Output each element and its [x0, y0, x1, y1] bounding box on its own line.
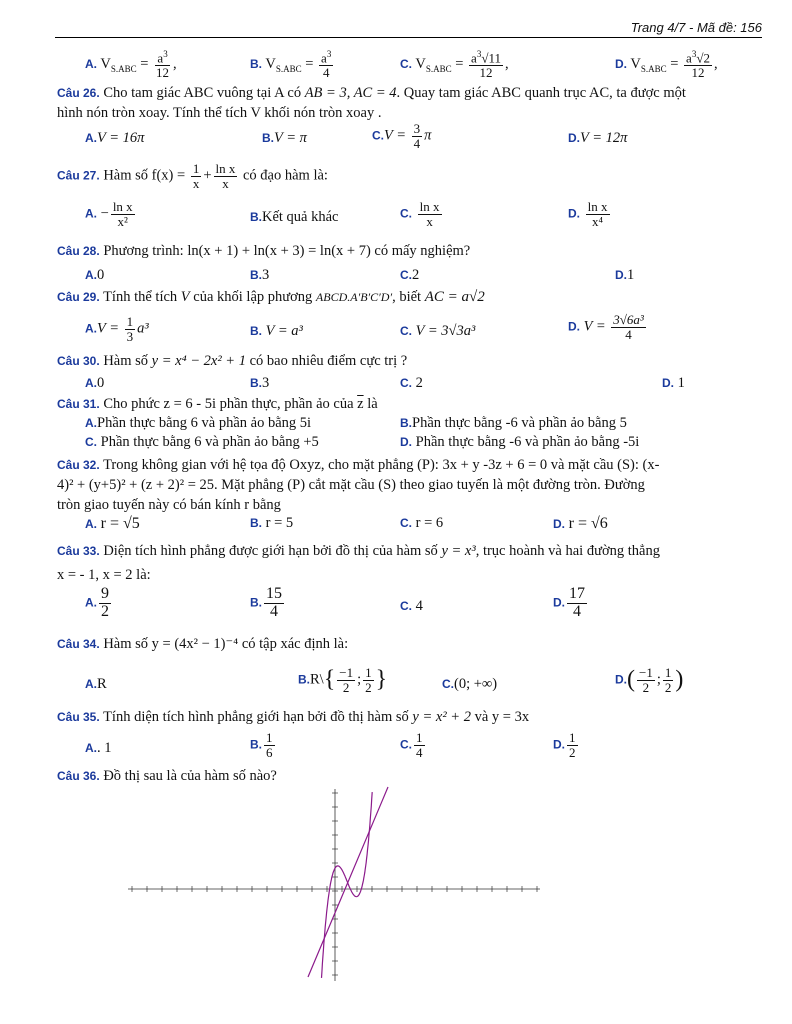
q25-option-d[interactable]: D. $V_{S.ABC}$ = $\frac{a^3√2}{12}$ , [615, 49, 718, 80]
q26-option-b[interactable]: B.V = π [262, 130, 307, 146]
q30-option-d[interactable]: D. 1 [662, 375, 685, 391]
q28-question: Câu 28. Phương trình: ln(x + 1) + ln(x + 3) = ln(x + 7) có mấy nghiệm? [57, 243, 471, 259]
q36-graph [120, 785, 550, 985]
q34-question: Câu 34. Hàm số y = (4x² − 1)⁻⁴ có tập xác định là: [57, 636, 349, 652]
q26-option-a[interactable]: A.V = 16π [85, 130, 145, 146]
q33-option-b[interactable]: B. $\frac{15}{4}$ [250, 585, 282, 620]
q30-question: Câu 30. Hàm số y = x⁴ − 2x² + 1 có bao nhiêu điểm cực trị ? [57, 353, 408, 369]
q29-option-b[interactable]: B. V = a³ [250, 323, 303, 339]
q27-option-b[interactable]: B.Kết quả khác [250, 209, 339, 225]
q32-question: Câu 32. Trong không gian với hệ tọa độ Oxyz, cho mặt phẳng (P): 3x + y -3z + 6 = 0 và mặt cầu (S): (x- 4)² + (y+5)² + (z + 2)² = 25. Mặt phẳng (P) cắt mặt cầu (S) theo giao tuyến là một đường tròn. Đường tròn giao tuyến này có bán kính r bằng [57, 457, 660, 513]
q35-option-c[interactable]: C. $\frac{1}{4}$ [400, 730, 423, 760]
q35-option-d[interactable]: D. $\frac{1}{2}$ [553, 730, 576, 760]
q36-question: Câu 36. Đồ thị sau là của hàm số nào? [57, 768, 277, 784]
page-header: Trang 4/7 - Mã đề: 156 [630, 20, 762, 35]
q33-question-line2: x = - 1, x = 2 là: [57, 567, 151, 583]
linear-line [308, 787, 388, 977]
header-rule [55, 37, 762, 38]
q31-question: Câu 31. Cho phức z = 6 - 5i phần thực, phần ảo của $\overline{z}$ là [57, 396, 378, 412]
q35-question: Câu 35. Tính diện tích hình phẳng giới hạn bởi đồ thị hàm số y = x² + 2 và y = 3x [57, 709, 530, 725]
q33-option-c[interactable]: C. 4 [400, 598, 423, 614]
q27-question: Câu 27. Hàm số f(x) = $\frac{1}{x}$ + $\frac{\text{ln x}}{x}$ có đạo hàm là: [57, 161, 328, 191]
q26-option-c[interactable]: C.V = $\frac{3}{4}$ π [372, 121, 432, 151]
q31-option-d[interactable]: D. Phần thực bằng -6 và phần ảo bằng -5i [400, 434, 640, 450]
q30-option-a[interactable]: A.0 [85, 375, 105, 391]
q25-option-c[interactable]: C. $V_{S.ABC}$ = $\frac{a^3√11}{12}$ , [400, 49, 509, 80]
q32-option-d[interactable]: D. r = √6 [553, 515, 608, 532]
q33-option-d[interactable]: D. $\frac{17}{4}$ [553, 585, 585, 620]
q34-option-b[interactable]: B.R\{ $\frac{-1}{2}$ ; $\frac{1}{2}$ } [298, 665, 388, 695]
q27-option-c[interactable]: C. $\frac{\text{ln x}}{x}$ [400, 199, 440, 229]
q34-option-c[interactable]: C.(0; +∞) [442, 676, 498, 692]
q30-option-c[interactable]: C. 2 [400, 375, 423, 391]
q29-option-c[interactable]: C. V = 3√3a³ [400, 323, 476, 339]
q34-option-a[interactable]: A.R [85, 676, 107, 692]
q31-option-b[interactable]: B.Phần thực bằng -6 và phần ảo bằng 5 [400, 415, 627, 431]
q31-option-a[interactable]: A.Phần thực bằng 6 và phần ảo bằng 5i [85, 415, 312, 431]
q28-option-b[interactable]: B.3 [250, 267, 270, 283]
q34-option-d[interactable]: D.( $\frac{-1}{2}$ ; $\frac{1}{2}$ ) [615, 665, 684, 695]
q32-option-a[interactable]: A. r = √5 [85, 515, 140, 532]
q29-option-a[interactable]: A.V = $\frac{1}{3}$ a³ [85, 314, 149, 344]
q32-option-c[interactable]: C. r = 6 [400, 515, 444, 531]
q33-option-a[interactable]: A. $\frac{9}{2}$ [85, 585, 109, 620]
q26-option-d[interactable]: D.V = 12π [568, 130, 628, 146]
q26-question: Câu 26. Cho tam giác ABC vuông tại A có AB = 3, AC = 4. Quay tam giác ABC quanh trục AC, ta được một hình nón tròn xoay. Tính thể tích V khối nón tròn xoay . [57, 85, 686, 121]
q29-option-d[interactable]: D. V = $\frac{\text{3√6a³}}{4}$ [568, 312, 644, 342]
q28-option-a[interactable]: A.0 [85, 267, 105, 283]
q35-option-b[interactable]: B. $\frac{1}{6}$ [250, 730, 273, 760]
q28-option-c[interactable]: C.2 [400, 267, 420, 283]
q35-option-a[interactable]: A.. 1 [85, 740, 112, 756]
q27-option-d[interactable]: D. $\frac{\text{ln x}}{\text{x⁴}}$ [568, 199, 608, 229]
q31-option-c[interactable]: C. Phần thực bằng 6 và phần ảo bằng +5 [85, 434, 319, 450]
q29-question: Câu 29. Tính thể tích V của khối lập phương ABCD.A′B′C′D′, biết AC = a√2 [57, 289, 485, 305]
q33-question: Câu 33. Diện tích hình phẳng được giới hạn bởi đồ thị của hàm số y = x³, trục hoành và hai đường thẳng [57, 543, 660, 559]
q25-option-a[interactable]: A. $V_{S.ABC}$ = $\frac{a^3}{12}$ , [85, 49, 177, 80]
q28-option-d[interactable]: D.1 [615, 267, 635, 283]
q30-option-b[interactable]: B.3 [250, 375, 270, 391]
q32-option-b[interactable]: B. r = 5 [250, 515, 294, 531]
q27-option-a[interactable]: A. − $\frac{\text{ln x}}{\text{x²}}$ [85, 199, 133, 229]
q25-option-b[interactable]: B. $V_{S.ABC}$ = $\frac{a^3}{4}$ [250, 49, 332, 80]
